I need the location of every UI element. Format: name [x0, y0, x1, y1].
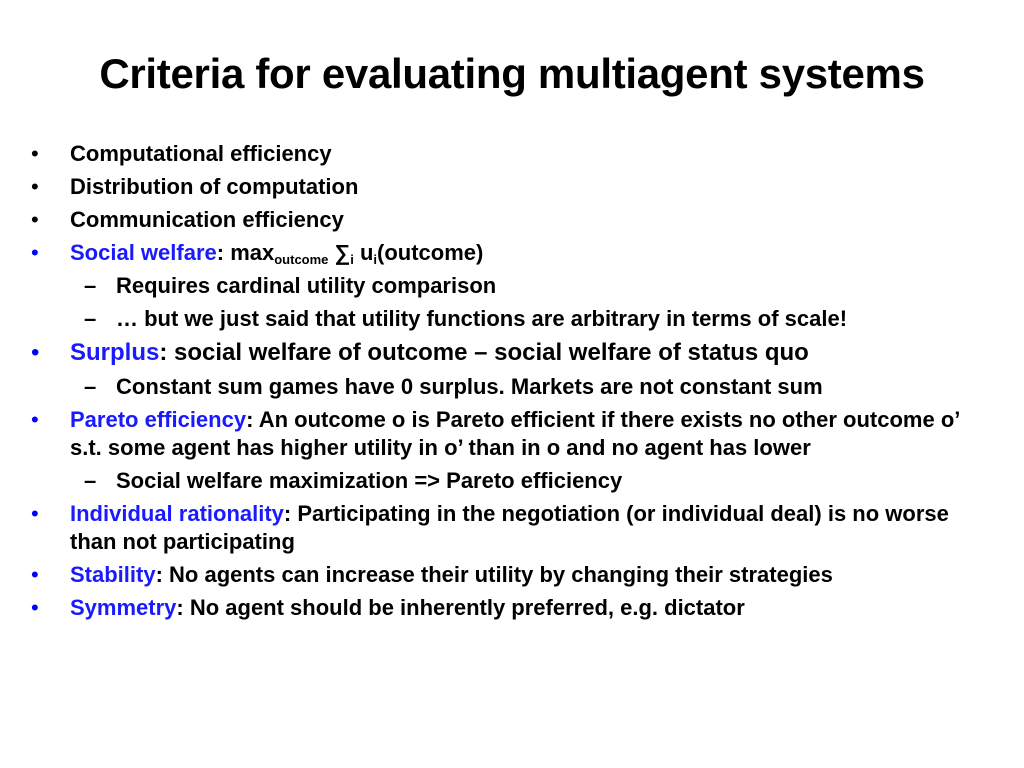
- item-text: Distribution of computation: [70, 174, 359, 199]
- sub-item-cardinal-utility: [0, 272, 1024, 300]
- dash-marker: –: [84, 468, 97, 493]
- formula-max: : max: [216, 240, 275, 265]
- list-item-symmetry: [0, 594, 1024, 622]
- list-item-individual-rationality: [0, 500, 1024, 556]
- term-stability: Stability: [70, 562, 156, 587]
- bullet-marker: •: [31, 339, 40, 366]
- bullet-marker: •: [31, 501, 39, 526]
- list-item-surplus: [0, 338, 1024, 368]
- term-symmetry: Symmetry: [70, 595, 177, 620]
- bullet-marker: •: [31, 240, 39, 265]
- dash-marker: –: [84, 273, 97, 298]
- formula-u: u: [353, 240, 374, 265]
- sub-item-social-welfare-max: [0, 467, 1024, 495]
- dash-marker: –: [84, 374, 97, 399]
- formula-subscript-i: i: [373, 252, 378, 267]
- sum-symbol: ∑: [328, 240, 351, 265]
- bullet-marker: •: [31, 207, 39, 232]
- formula-outcome: (outcome): [377, 240, 484, 265]
- bullet-marker: •: [31, 174, 39, 199]
- bullet-list: [0, 140, 1024, 627]
- item-text: : An outcome o is Pareto efficient if there exists no other outcome o’ s.t. some agent has higher utility in o’ than in o and no agent has lower: [70, 407, 960, 460]
- slide-title: Criteria for evaluating multiagent systems: [99, 50, 925, 97]
- list-item-stability: [0, 561, 1024, 589]
- sub-item-constant-sum: [0, 373, 1024, 401]
- item-text: Computational efficiency: [70, 141, 332, 166]
- bullet-marker: •: [31, 141, 39, 166]
- item-text: : social welfare of outcome – social welfare of status quo: [159, 339, 809, 366]
- dash-marker: –: [84, 306, 97, 331]
- sub-item-arbitrary-scale: [0, 305, 1024, 333]
- formula-subscript-outcome: outcome: [274, 252, 329, 267]
- list-item-distribution-of-computation: [0, 173, 1024, 201]
- term-surplus: Surplus: [70, 339, 160, 366]
- term-pareto-efficiency: Pareto efficiency: [70, 407, 247, 432]
- bullet-marker: •: [31, 595, 39, 620]
- list-item-pareto-efficiency: [0, 406, 1024, 462]
- bullet-marker: •: [31, 407, 39, 432]
- item-text: Communication efficiency: [70, 207, 344, 232]
- sub-item-text: Constant sum games have 0 surplus. Markets are not constant sum: [116, 374, 823, 399]
- list-item-computational-efficiency: [0, 140, 1024, 168]
- sub-item-text: Social welfare maximization => Pareto efficiency: [116, 468, 623, 493]
- sub-item-text: … but we just said that utility functions are arbitrary in terms of scale!: [116, 306, 848, 331]
- formula: [217, 240, 484, 265]
- item-text: : No agent should be inherently preferred, e.g. dictator: [176, 595, 745, 620]
- list-item-social-welfare: [0, 239, 1024, 267]
- term-social-welfare: Social welfare: [70, 240, 217, 265]
- bullet-marker: •: [31, 562, 39, 587]
- list-item-communication-efficiency: [0, 206, 1024, 234]
- term-individual-rationality: Individual rationality: [70, 501, 284, 526]
- item-text: : No agents can increase their utility by changing their strategies: [155, 562, 833, 587]
- sub-item-text: Requires cardinal utility comparison: [116, 273, 497, 298]
- formula-subscript-i: i: [350, 252, 354, 267]
- item-text: : Participating in the negotiation (or individual deal) is no worse than not participating: [70, 501, 949, 554]
